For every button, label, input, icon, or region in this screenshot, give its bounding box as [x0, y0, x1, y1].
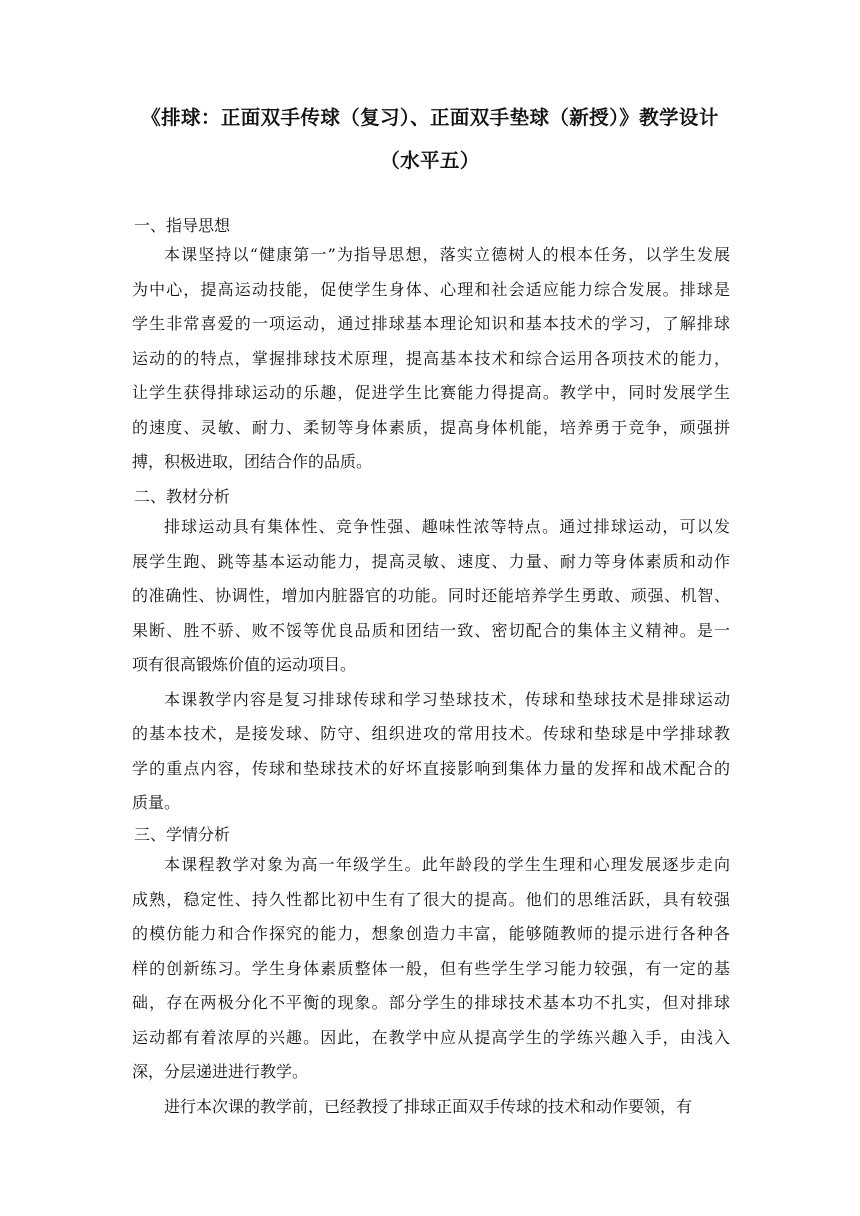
- document-title: 《排球：正面双手传球（复习）、正面双手垫球（新授）》教学设计: [141, 106, 719, 129]
- paragraph-line: 运动的的特点，掌握排球技术原理，提高基本技术和综合运用各项技术的能力，: [132, 348, 730, 368]
- section-body: [132, 510, 730, 821]
- paragraph-line: 深，分层递进进行教学。: [132, 1062, 309, 1081]
- paragraph-line: 为中心，提高运动技能，促使学生身体、心理和社会适应能力综合发展。排球是: [132, 279, 730, 299]
- paragraph-line: 的模仿能力和合作探究的能力，想象创造力丰富，能够随教师的提示进行各种各: [132, 924, 730, 943]
- paragraph-line: 本课程教学对象为高一年级学生。此年龄段的学生生理和心理发展逐步走向: [164, 855, 730, 874]
- paragraph-line: 让学生获得排球运动的乐趣，促进学生比赛能力得提高。教学中，同时发展学生: [132, 383, 730, 402]
- paragraph-line: 进行本次课的教学前，已经教授了排球正面双手传球的技术和动作要领，有: [164, 1096, 693, 1116]
- section-body: [132, 848, 730, 1124]
- section-heading: 二、教材分析: [134, 487, 231, 506]
- paragraph-line: 质量。: [132, 793, 181, 812]
- paragraph-line: 展学生跑、跳等基本运动能力，提高灵敏、速度、力量、耐力等身体素质和动作: [132, 551, 730, 571]
- paragraph-line: 排球运动具有集体性、竞争性强、趣味性浓等特点。通过排球运动，可以发: [164, 517, 730, 536]
- paragraph-line: 础，存在两极分化不平衡的现象。部分学生的排球技术基本功不扎实，但对排球: [132, 993, 730, 1012]
- section-heading: 一、指导思想: [134, 216, 231, 235]
- paragraph-line: 的速度、灵敏、耐力、柔韧等身体素质，提高身体机能，培养勇于竞争，顽强拼: [132, 417, 730, 437]
- document-subtitle: （水平五）: [380, 149, 480, 172]
- paragraph-line: 果断、胜不骄、败不馁等优良品质和团结一致、密切配合的集体主义精神。是一: [132, 620, 730, 640]
- section-heading: 三、学情分析: [134, 825, 231, 844]
- paragraph-line: 搏，积极进取，团结合作的品质。: [132, 452, 373, 471]
- paragraph-line: 的基本技术，是接发球、防守、组织进攻的常用技术。传球和垫球是中学排球教: [132, 724, 730, 743]
- paragraph-line: 成熟，稳定性、持久性都比初中生有了很大的提高。他们的思维活跃，具有较强: [132, 889, 730, 909]
- paragraph-line: 项有很高锻炼价值的运动项目。: [132, 655, 357, 674]
- paragraph-line: 运动都有着浓厚的兴趣。因此，在教学中应从提高学生的学练兴趣入手，由浅入: [132, 1027, 730, 1047]
- paragraph-line: 的准确性、协调性，增加内脏器官的功能。同时还能培养学生勇敢、顽强、机智、: [132, 586, 730, 605]
- section-body: [132, 238, 730, 480]
- paragraph-line: 本课教学内容是复习排球传球和学习垫球技术，传球和垫球技术是排球运动: [164, 689, 730, 709]
- paragraph-line: 学的重点内容，传球和垫球技术的好坏直接影响到集体力量的发挥和战术配合的: [132, 758, 730, 778]
- paragraph-line: 学生非常喜爱的一项运动，通过排球基本理论知识和基本技术的学习，了解排球: [132, 314, 730, 333]
- paragraph-line: 本课坚持以“健康第一”为指导思想，落实立德树人的根本任务，以学生发展: [164, 245, 730, 264]
- paragraph-line: 样的创新练习。学生身体素质整体一般，但有些学生学习能力较强，有一定的基: [132, 958, 730, 978]
